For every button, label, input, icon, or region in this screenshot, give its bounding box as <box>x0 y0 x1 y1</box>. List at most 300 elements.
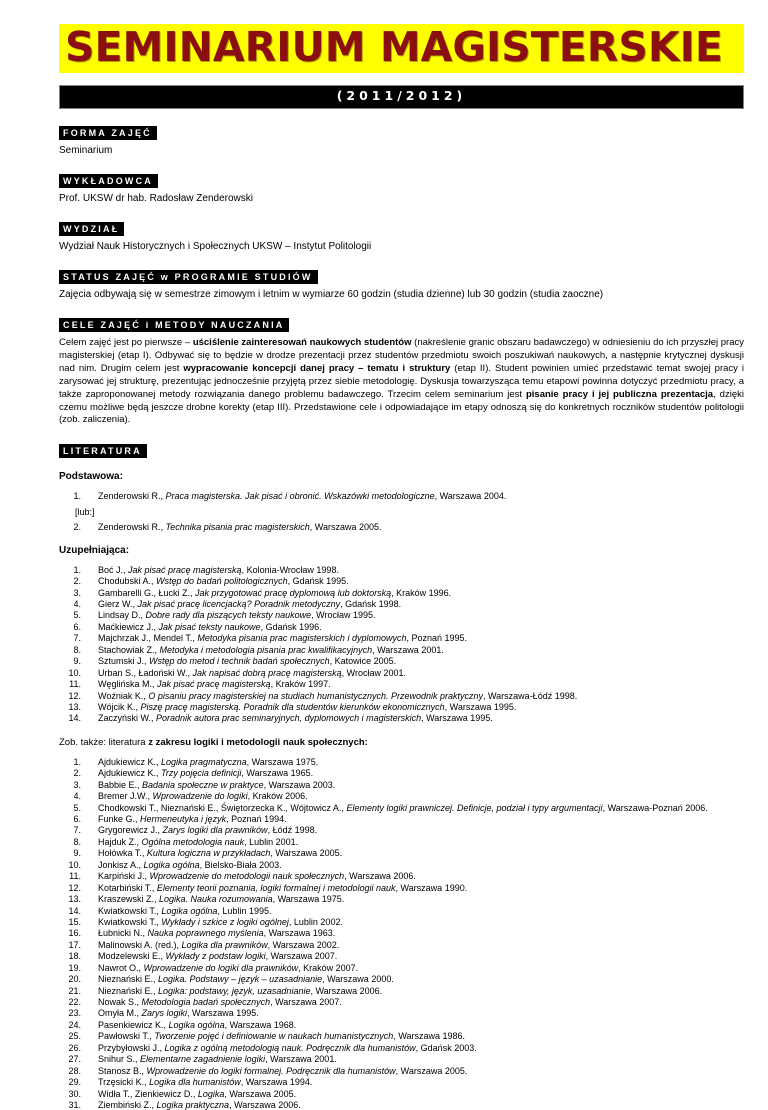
item-publication: , Warszawa 1995. <box>444 701 517 712</box>
item-citation <box>98 1100 301 1110</box>
item-citation <box>98 656 396 666</box>
section-forma-zajec <box>59 123 744 157</box>
item-publication: , Warszawa 1990. <box>395 882 468 893</box>
item-citation <box>98 757 318 767</box>
bold-text-run: pisanie pracy i jej publiczna prezentacja <box>525 388 714 400</box>
item-citation <box>98 1020 296 1030</box>
list-logika-metodologia <box>59 757 744 1110</box>
bibliography-item <box>59 1031 744 1041</box>
item-citation <box>98 837 298 847</box>
item-citation <box>98 668 406 678</box>
item-citation <box>98 883 467 893</box>
bibliography-item <box>59 1043 744 1053</box>
bibliography-item <box>59 645 744 655</box>
item-publication: , Kraków 1996. <box>391 587 452 598</box>
item-publication: , Warszawa 1975. <box>272 894 345 905</box>
zob-takze-note <box>59 737 744 748</box>
section-wydzial <box>59 219 744 253</box>
academic-year-bar <box>59 85 744 109</box>
item-publication: , Lublin 1995. <box>217 905 272 916</box>
item-title: Wstęp do badań politologicznych <box>156 576 288 587</box>
bibliography-item <box>59 599 744 609</box>
item-title: Logika <box>197 1088 225 1099</box>
item-publication: , Gdańsk 1996. <box>260 621 322 632</box>
bold-text-run: z zakresu logiki i metodologii nauk społecznych: <box>148 736 368 748</box>
item-title: Kultura logiczna w przykładach <box>146 848 271 859</box>
item-authors: Karpiński J., <box>98 871 150 882</box>
item-citation <box>98 860 282 870</box>
bibliography-item <box>59 491 744 501</box>
item-citation <box>98 997 342 1007</box>
item-number: 8. <box>73 836 81 847</box>
item-number: 14. <box>68 905 81 916</box>
item-publication: , Kraków 2007. <box>298 962 359 973</box>
item-authors: Funke G., <box>98 814 141 825</box>
item-title: Logika ogólna <box>161 905 218 916</box>
item-title: Metodologia badań społecznych <box>141 997 271 1008</box>
wykladowca-value: Prof. UKSW dr hab. Radosław Zenderowski <box>59 193 253 205</box>
item-title: O pisaniu pracy magisterskiej na studiach humanistycznych. Przewodnik praktyczny <box>148 690 484 701</box>
item-authors: Lindsay D., <box>98 610 146 621</box>
item-publication: , Warszawa 2000. <box>322 974 394 985</box>
item-publication: , Gdańsk 2003. <box>415 1042 477 1053</box>
item-authors: Zenderowski R., <box>98 522 166 533</box>
item-publication: , Warszawa 1968. <box>224 1019 297 1030</box>
item-title: Jak pisać pracę magisterską <box>157 679 271 690</box>
item-citation <box>98 633 467 643</box>
bibliography-item <box>59 780 744 790</box>
item-authors: Trzęsicki K., <box>98 1077 150 1088</box>
bibliography-item <box>59 928 744 938</box>
item-authors: Babbie E., <box>98 779 143 790</box>
item-citation <box>98 691 577 701</box>
item-number: 27. <box>68 1054 81 1065</box>
item-title: Wykłady z podstaw logiki <box>165 951 266 962</box>
item-publication: , Warszawa 2006. <box>344 871 416 882</box>
item-number: 28. <box>68 1065 81 1076</box>
item-authors: Urban S., Ładoński W., <box>98 667 193 678</box>
item-citation <box>98 803 708 813</box>
item-title: Jak przygotować pracę dyplomową lub doktorską <box>195 587 392 598</box>
section-wykladowca <box>59 171 744 205</box>
forma-zajec-value: Seminarium <box>59 145 113 157</box>
item-number: 25. <box>68 1031 81 1042</box>
item-citation <box>98 1043 477 1053</box>
text-run: , dzięki czemu możliwe będą jeszcze drobne korekty (etap III). Przedstawione cele i odpowiadające im etapy odnoszą się do konkretnych roczników studentów politologii (zob. zaliczenia). <box>59 388 744 426</box>
heading-podstawowa: Podstawowa: <box>59 471 123 483</box>
bibliography-item <box>59 656 744 666</box>
item-publication: , Warszawa-Poznań 2006. <box>602 802 708 813</box>
item-number: 24. <box>68 1019 81 1030</box>
item-publication: , Warszawa 1963. <box>263 928 336 939</box>
item-authors: Widła T., Zienkiewicz D., <box>98 1088 198 1099</box>
item-title: Wprowadzenie do logiki formalnej. Podręcznik dla humanistów <box>146 1065 396 1076</box>
item-number: 20. <box>68 974 81 985</box>
academic-year: (2011/2012) <box>336 88 467 104</box>
item-publication: , Warszawa-Łódź 1998. <box>483 690 578 701</box>
item-number: 15. <box>68 916 81 927</box>
item-number: 1. <box>73 564 81 575</box>
item-authors: Hołówka T., <box>98 848 147 859</box>
item-citation <box>98 1031 465 1041</box>
item-title: Praca magisterska. Jak pisać i obronić. Wskazówki metodologiczne <box>165 491 435 502</box>
item-authors: Maćkiewicz J., <box>98 621 159 632</box>
bibliography-item <box>59 1077 744 1087</box>
item-authors: Gierz W., <box>98 599 138 610</box>
item-citation <box>98 491 506 501</box>
bibliography-item <box>59 814 744 824</box>
item-publication: , Lublin 2002. <box>288 916 343 927</box>
bibliography-item <box>59 565 744 575</box>
item-number: 8. <box>73 644 81 655</box>
item-title: Jak pisać pracę magisterską <box>128 564 242 575</box>
item-publication: , Warszawa 1965. <box>241 768 314 779</box>
bibliography-item <box>59 837 744 847</box>
text-run: (nakreślenie granic obszaru badawczego) w odniesieniu do ich przyszłej pracy magisterskiej (etap I). Odbywać się to będzie w drodze prezentacji przez studentów przedmiotu swoich poszukiwań naukowych, a następnie krytycznej dyskusji nad nim. Drugim celem jest <box>59 337 744 374</box>
item-citation <box>98 814 287 824</box>
item-title: Zarys logiki <box>141 1008 188 1019</box>
bibliography-item <box>59 522 744 532</box>
item-citation <box>98 599 401 609</box>
item-number: 1. <box>73 491 81 502</box>
item-citation <box>98 1089 296 1099</box>
item-title: Logika pragmatyczna <box>161 756 247 767</box>
item-publication: , Wrocław 2001. <box>341 667 406 678</box>
item-authors: Stanosz B., <box>98 1065 147 1076</box>
section-label-literatura: LITERATURA <box>59 444 147 458</box>
bibliography-item <box>59 691 744 701</box>
item-number: 7. <box>73 825 81 836</box>
item-citation <box>98 825 317 835</box>
text-run: Zob. także: literatura <box>59 736 149 748</box>
item-publication: , Warszawa 2001. <box>265 1054 337 1065</box>
bibliography-item <box>59 1100 744 1110</box>
item-publication: , Kolonia-Wrocław 1998. <box>241 564 339 575</box>
item-number: 10. <box>68 859 81 870</box>
item-publication: , Warszawa 2007. <box>265 951 338 962</box>
bibliography-item <box>59 633 744 643</box>
item-publication: , Kraków 1997. <box>270 679 331 690</box>
item-authors: Nawrot O., <box>98 962 144 973</box>
item-title: Wprowadzenie do logiki dla prawników <box>143 962 299 973</box>
item-authors: Zaczyński W., <box>98 713 157 724</box>
item-authors: Omyła M., <box>98 1008 142 1019</box>
section-label-wydzial: WYDZIAŁ <box>59 222 124 236</box>
item-number: 19. <box>68 962 81 973</box>
bibliography-item <box>59 791 744 801</box>
item-number: 2. <box>73 576 81 587</box>
bibliography-item <box>59 825 744 835</box>
item-publication: , Poznań 1995. <box>406 633 468 644</box>
item-number: 9. <box>73 656 81 667</box>
item-number: 30. <box>68 1088 81 1099</box>
cele-zajec-paragraph <box>59 337 744 427</box>
item-title: Elementarne zagadnienie logiki <box>140 1054 266 1065</box>
item-authors: Pawłowski T., <box>98 1031 155 1042</box>
item-authors: Jonkisz A., <box>98 859 144 870</box>
item-title: Ogólna metodologia nauk <box>141 836 245 847</box>
section-label-wykladowca: WYKŁADOWCA <box>59 174 158 188</box>
bibliography-item <box>59 679 744 689</box>
item-title: Jak pisać teksty naukowe <box>158 621 261 632</box>
item-number: 6. <box>73 814 81 825</box>
section-status-zajec <box>59 267 744 301</box>
item-publication: , Warszawa 1975. <box>246 756 319 767</box>
bibliography-item <box>59 668 744 678</box>
wydzial-value: Wydział Nauk Historycznych i Społecznych UKSW – Instytut Politologii <box>59 241 372 253</box>
item-citation <box>98 928 335 938</box>
item-authors: Kotarbiński T., <box>98 882 157 893</box>
bibliography-item <box>59 1066 744 1076</box>
item-citation <box>98 894 344 904</box>
bibliography-item <box>59 1054 744 1064</box>
item-publication: , Warszawa 2004. <box>434 491 507 502</box>
item-title: Logika dla prawników <box>181 939 268 950</box>
item-authors: Grygorewicz J., <box>98 825 163 836</box>
item-number: 23. <box>68 1008 81 1019</box>
item-publication: , Łódź 1998. <box>267 825 318 836</box>
item-authors: Kwiatkowski T., <box>98 916 162 927</box>
item-citation <box>98 1008 259 1018</box>
item-authors: Przybyłowski J., <box>98 1042 165 1053</box>
item-publication: , Warszawa 1994. <box>240 1077 313 1088</box>
item-authors: Stachowiak Z., <box>98 644 160 655</box>
item-title: Logika z ogólną metodologią nauk. Podręcznik dla humanistów <box>164 1042 416 1053</box>
bibliography-item <box>59 1020 744 1030</box>
list-uzupelniajaca <box>59 565 744 724</box>
item-title: Elementy logiki prawniczej. Definicje, podział i typy argumentacji <box>346 802 603 813</box>
item-citation <box>98 906 271 916</box>
title-banner <box>59 24 744 73</box>
bibliography-item <box>59 848 744 858</box>
item-number: 5. <box>73 802 81 813</box>
bibliography-item <box>59 917 744 927</box>
bold-text-run: wypracowanie koncepcji danej pracy – tematu i struktury <box>183 362 451 374</box>
item-number: 11. <box>69 679 81 690</box>
item-title: Logika. Nauka rozumowania <box>159 894 273 905</box>
item-title: Zarys logiki dla prawników <box>162 825 268 836</box>
item-citation <box>98 848 342 858</box>
bibliography-item <box>59 1008 744 1018</box>
item-number: 31. <box>68 1099 81 1110</box>
item-citation <box>98 702 516 712</box>
item-authors: Nieznański E., <box>98 985 159 996</box>
page-title: SEMINARIUM MAGISTERSKIE <box>65 23 723 71</box>
item-publication: , Warszawa 1986. <box>393 1031 466 1042</box>
bibliography-item <box>59 974 744 984</box>
item-number: 13. <box>68 701 81 712</box>
item-citation <box>98 576 349 586</box>
item-authors: Nowak S., <box>98 997 142 1008</box>
item-title: Elementy teorii poznania, logiki formalnej i metodologii nauk <box>156 882 396 893</box>
item-authors: Zenderowski R., <box>98 491 166 502</box>
item-number: 10. <box>68 667 81 678</box>
item-title: Wstęp do metod i technik badań społecznych <box>149 656 330 667</box>
item-number: 29. <box>68 1077 81 1088</box>
item-citation <box>98 917 343 927</box>
bold-text-run: uściślenie zainteresowań naukowych studentów <box>192 337 412 349</box>
item-publication: , Warszawa 2001. <box>372 644 444 655</box>
text-run: Celem zajęć jest po pierwsze – <box>59 337 193 349</box>
item-title: Wykłady i szkice z logiki ogólnej <box>161 916 289 927</box>
heading-uzupelniajaca: Uzupełniająca: <box>59 544 130 556</box>
item-publication: , Warszawa 2005. <box>309 522 382 533</box>
bibliography-item <box>59 986 744 996</box>
item-authors: Łubnicki N., <box>98 928 148 939</box>
bibliography-item <box>59 894 744 904</box>
item-authors: Kraszewski Z., <box>98 894 160 905</box>
bibliography-item <box>59 883 744 893</box>
bibliography-item <box>59 906 744 916</box>
item-number: 14. <box>68 713 81 724</box>
item-number: 6. <box>73 621 81 632</box>
item-title: Logika ogólna <box>168 1019 225 1030</box>
item-citation <box>98 645 444 655</box>
bibliography-item <box>59 702 744 712</box>
item-authors: Boć J., <box>98 564 129 575</box>
item-title: Jak pisać pracę licencjacką? Poradnik metodyczny <box>137 599 341 610</box>
item-publication: , Warszawa 2005. <box>270 848 343 859</box>
item-publication: , Warszawa 2006. <box>310 985 383 996</box>
item-authors: Chodkowski T., Nieznański E., Świętorzecka K., Wójtowicz A., <box>98 802 347 813</box>
item-authors: Kwiatkowski T., <box>98 905 162 916</box>
item-authors: Pasenkiewicz K., <box>98 1019 169 1030</box>
bibliography-item <box>59 803 744 813</box>
item-citation <box>98 1066 467 1076</box>
item-citation <box>98 522 381 532</box>
item-authors: Modzelewski E., <box>98 951 166 962</box>
item-title: Metodyka pisania prac magisterskich i dyplomowych <box>197 633 407 644</box>
item-number: 3. <box>73 779 81 790</box>
item-publication: , Warszawa 2005. <box>395 1065 468 1076</box>
item-authors: Bremer J.W., <box>98 791 153 802</box>
item-title: Trzy pojęcia definicji <box>161 768 242 779</box>
item-publication: , Warszawa 1995. <box>421 713 493 724</box>
item-citation <box>98 768 313 778</box>
item-title: Logika ogólna <box>143 859 200 870</box>
item-authors: Malinowski A. (red.), <box>98 939 182 950</box>
item-authors: Sztumski J., <box>98 656 150 667</box>
item-publication: , Warszawa 2003. <box>263 779 336 790</box>
item-number: 2. <box>73 522 81 533</box>
item-citation <box>98 974 394 984</box>
bibliography-item <box>59 871 744 881</box>
item-title: Piszę pracę magisterską. Poradnik dla studentów kierunków ekonomicznych <box>140 701 445 712</box>
bibliography-item <box>59 951 744 961</box>
item-publication: , Warszawa 2005. <box>224 1088 297 1099</box>
item-title: Logika dla humanistów <box>149 1077 241 1088</box>
item-title: Jak napisać dobrą pracę magisterską <box>192 667 342 678</box>
bibliography-item <box>59 997 744 1007</box>
item-authors: Chodubski A., <box>98 576 157 587</box>
bibliography-item <box>59 713 744 723</box>
item-citation <box>98 588 451 598</box>
item-authors: Gambarelli G., Łucki Z., <box>98 587 196 598</box>
item-publication: , Gdańsk 1998. <box>340 599 402 610</box>
item-publication: , Poznań 1994. <box>226 814 287 825</box>
item-authors: Majchrzak J., Mendel T., <box>98 633 198 644</box>
item-title: Technika pisania prac magisterskich <box>165 522 310 533</box>
item-number: 11. <box>69 871 81 882</box>
item-authors: Ajdukiewicz K., <box>98 768 162 779</box>
item-publication: , Katowice 2005. <box>329 656 397 667</box>
item-publication: , Kraków 2006. <box>247 791 308 802</box>
item-authors: Hajduk Z., <box>98 836 142 847</box>
item-citation <box>98 940 339 950</box>
item-authors: Nieznański E., <box>98 974 159 985</box>
item-citation <box>98 679 331 689</box>
item-citation <box>98 951 337 961</box>
item-authors: Wójcik K., <box>98 701 141 712</box>
text-run: (etap II). Student powinien umieć przedstawić temat swojej pracy i zarysować jej strukturę, prezentując jednocześnie przyjętą przez siebie metodologię. Dyskusja towarzysząca temu etapowi powinna dotyczyć przedmiotu pracy, a także zaproponowanej metody rozwiązania danego problemu badawczego. Trzecim celem seminarium jest <box>59 362 744 400</box>
bibliography-item <box>59 610 744 620</box>
item-authors: Ajdukiewicz K., <box>98 756 162 767</box>
bibliography-item <box>59 1089 744 1099</box>
list-podstawowa <box>59 491 744 532</box>
item-publication: , Wrocław 1995. <box>311 610 376 621</box>
status-zajec-value: Zajęcia odbywają się w semestrze zimowym i letnim w wymiarze 60 godzin (studia dzienne) lub 30 godzin (studia zaoczne) <box>59 289 604 301</box>
item-number: 18. <box>68 951 81 962</box>
item-number: 9. <box>73 848 81 859</box>
item-citation <box>98 871 416 881</box>
item-citation <box>98 622 322 632</box>
item-number: 26. <box>68 1042 81 1053</box>
item-title: Badania społeczne w praktyce <box>142 779 264 790</box>
bibliography-item <box>59 588 744 598</box>
item-authors: Węglińska M., <box>98 679 158 690</box>
item-title: Hermeneutyka i język <box>140 814 227 825</box>
item-number: 17. <box>68 939 81 950</box>
item-title: Dobre rady dla piszących teksty naukowe <box>145 610 312 621</box>
section-cele-zajec <box>59 315 744 427</box>
item-title: Poradnik autora prac seminaryjnych, dyplomowych i magisterskich <box>156 713 422 724</box>
list-note <box>59 507 744 517</box>
section-label-forma-zajec: FORMA ZAJĘĆ <box>59 126 157 140</box>
bibliography-item <box>59 757 744 767</box>
item-citation <box>98 791 308 801</box>
bibliography-item <box>59 860 744 870</box>
item-citation <box>98 1054 337 1064</box>
item-title: Logika. Podstawy – język – uzasadnianie <box>158 974 323 985</box>
item-authors: Snihur S., <box>98 1054 141 1065</box>
item-authors: Ziembiński Z., <box>98 1099 157 1110</box>
bibliography-item <box>59 940 744 950</box>
item-number: 16. <box>68 928 81 939</box>
bibliography-item <box>59 622 744 632</box>
item-title: Logika praktyczna <box>156 1099 230 1110</box>
section-literatura <box>59 441 744 1110</box>
item-title: Wprowadzenie do metodologii nauk społecznych <box>149 871 345 882</box>
item-number: 12. <box>68 690 81 701</box>
item-title: Wprowadzenie do logiki <box>152 791 248 802</box>
item-number: 1. <box>73 756 81 767</box>
item-number: 13. <box>68 894 81 905</box>
bibliography-item <box>59 963 744 973</box>
item-number: 4. <box>73 599 81 610</box>
bibliography-item <box>59 576 744 586</box>
item-number: 3. <box>73 587 81 598</box>
item-number: 12. <box>68 882 81 893</box>
item-publication: , Lublin 2001. <box>244 836 299 847</box>
item-citation <box>98 713 493 723</box>
item-number: 5. <box>73 610 81 621</box>
item-title: Nauka poprawnego myślenia <box>147 928 264 939</box>
item-citation <box>98 780 335 790</box>
section-label-status-zajec: STATUS ZAJĘĆ w PROGRAMIE STUDIÓW <box>59 270 318 284</box>
item-number: 7. <box>73 633 81 644</box>
item-authors: Woźniak K., <box>98 690 149 701</box>
item-number: 2. <box>73 768 81 779</box>
